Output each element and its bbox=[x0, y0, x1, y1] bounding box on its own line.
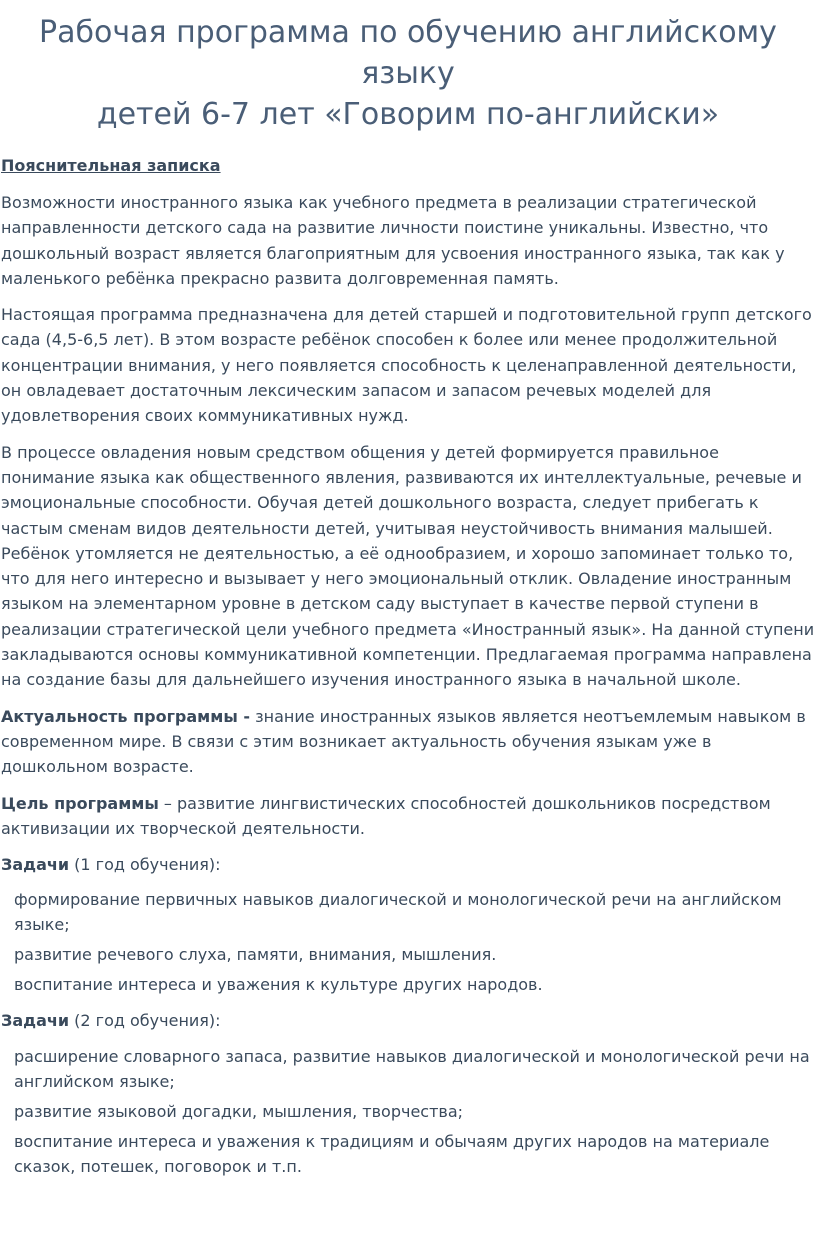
tasks-year-2-heading bbox=[1, 1008, 816, 1033]
list-item: расширение словарного запаса, развитие навыков диалогической и монологической речи на английском языке; bbox=[14, 1046, 810, 1091]
paragraph-1: Возможности иностранного языка как учебного предмета в реализации стратегической направленности детского сада на развитие личности поистине уникальны. Известно, что дошкольный возраст является благоприятным для усвоения иностранного языка, так как у маленького ребёнка прекрасно развита долговременная память. bbox=[1, 193, 785, 288]
tasks-year-1-lead: Задачи bbox=[1, 855, 70, 875]
goal-lead: Цель программы bbox=[1, 793, 159, 813]
relevance-lead: Актуальность программы - bbox=[1, 706, 251, 726]
section-heading-explanatory-note: Пояснительная записка bbox=[1, 156, 221, 175]
goal-text: – развитие лингвистических способностей дошкольников посредством активизации их творческой деятельности. bbox=[1, 793, 771, 838]
paragraph-2: Настоящая программа предназначена для детей старшей и подготовительной групп детского сада (4,5-6,5 лет). В этом возрасте ребёнок способен к более или менее продолжительной концентрации внимания, у него появляется способность к целенаправленной деятельности, он овладевает достаточным лексическим запасом и запасом речевых моделей для удовлетворения своих коммуникативных нужд. bbox=[1, 305, 812, 426]
list-item: воспитание интереса и уважения к культуре других народов. bbox=[14, 975, 543, 995]
paragraph-3: В процессе овладения новым средством общения у детей формируется правильное понимание языка как общественного явления, развиваются их интеллектуальные, речевые и эмоциональные способности. Обучая детей дошкольного возраста, следует прибегать к частым сменам видов деятельности детей, учитывая неустойчивость внимания малышей. Ребёнок утомляется не деятельностью, а её однообразием, и хорошо запоминает только то, что для него интересно и вызывает у него эмоциональный отклик. Овладение иностранным языком на элементарном уровне в детском саду выступает в качестве первой ступени в реализации стратегической цели учебного предмета «Иностранный язык». На данной ступени закладываются основы коммуникативной компетенции. Предлагаемая программа направлена на создание базы для дальнейшего изучения иностранного языка в начальной школе. bbox=[1, 442, 815, 690]
tasks-year-1-heading bbox=[1, 852, 816, 877]
relevance-text: знание иностранных языков является неотъемлемым навыком в современном мире. В связи с этим возникает актуальность обучения языкам уже в дошкольном возрасте. bbox=[1, 706, 806, 777]
goal-paragraph bbox=[1, 791, 816, 842]
document-title bbox=[0, 0, 816, 135]
list-item: воспитание интереса и уважения к традициям и обычаям других народов на материале сказок, потешек, поговорок и т.п. bbox=[14, 1131, 770, 1176]
document-body bbox=[0, 153, 816, 1179]
title-line-1: Рабочая программа по обучению английскому языку bbox=[39, 15, 777, 91]
list-item: развитие языковой догадки, мышления, творчества; bbox=[14, 1101, 464, 1121]
list-item: формирование первичных навыков диалогической и монологической речи на английском языке; bbox=[14, 890, 782, 935]
tasks-year-1-list bbox=[1, 887, 816, 997]
tasks-year-2-list bbox=[1, 1044, 816, 1179]
tasks-year-1-suffix: (1 год обучения): bbox=[69, 855, 221, 875]
tasks-year-2-suffix: (2 год обучения): bbox=[69, 1011, 221, 1031]
title-line-2: детей 6-7 лет «Говорим по-английски» bbox=[96, 97, 720, 132]
tasks-year-2-lead: Задачи bbox=[1, 1011, 70, 1031]
list-item: развитие речевого слуха, памяти, внимания, мышления. bbox=[14, 945, 497, 965]
relevance-paragraph bbox=[1, 704, 816, 780]
